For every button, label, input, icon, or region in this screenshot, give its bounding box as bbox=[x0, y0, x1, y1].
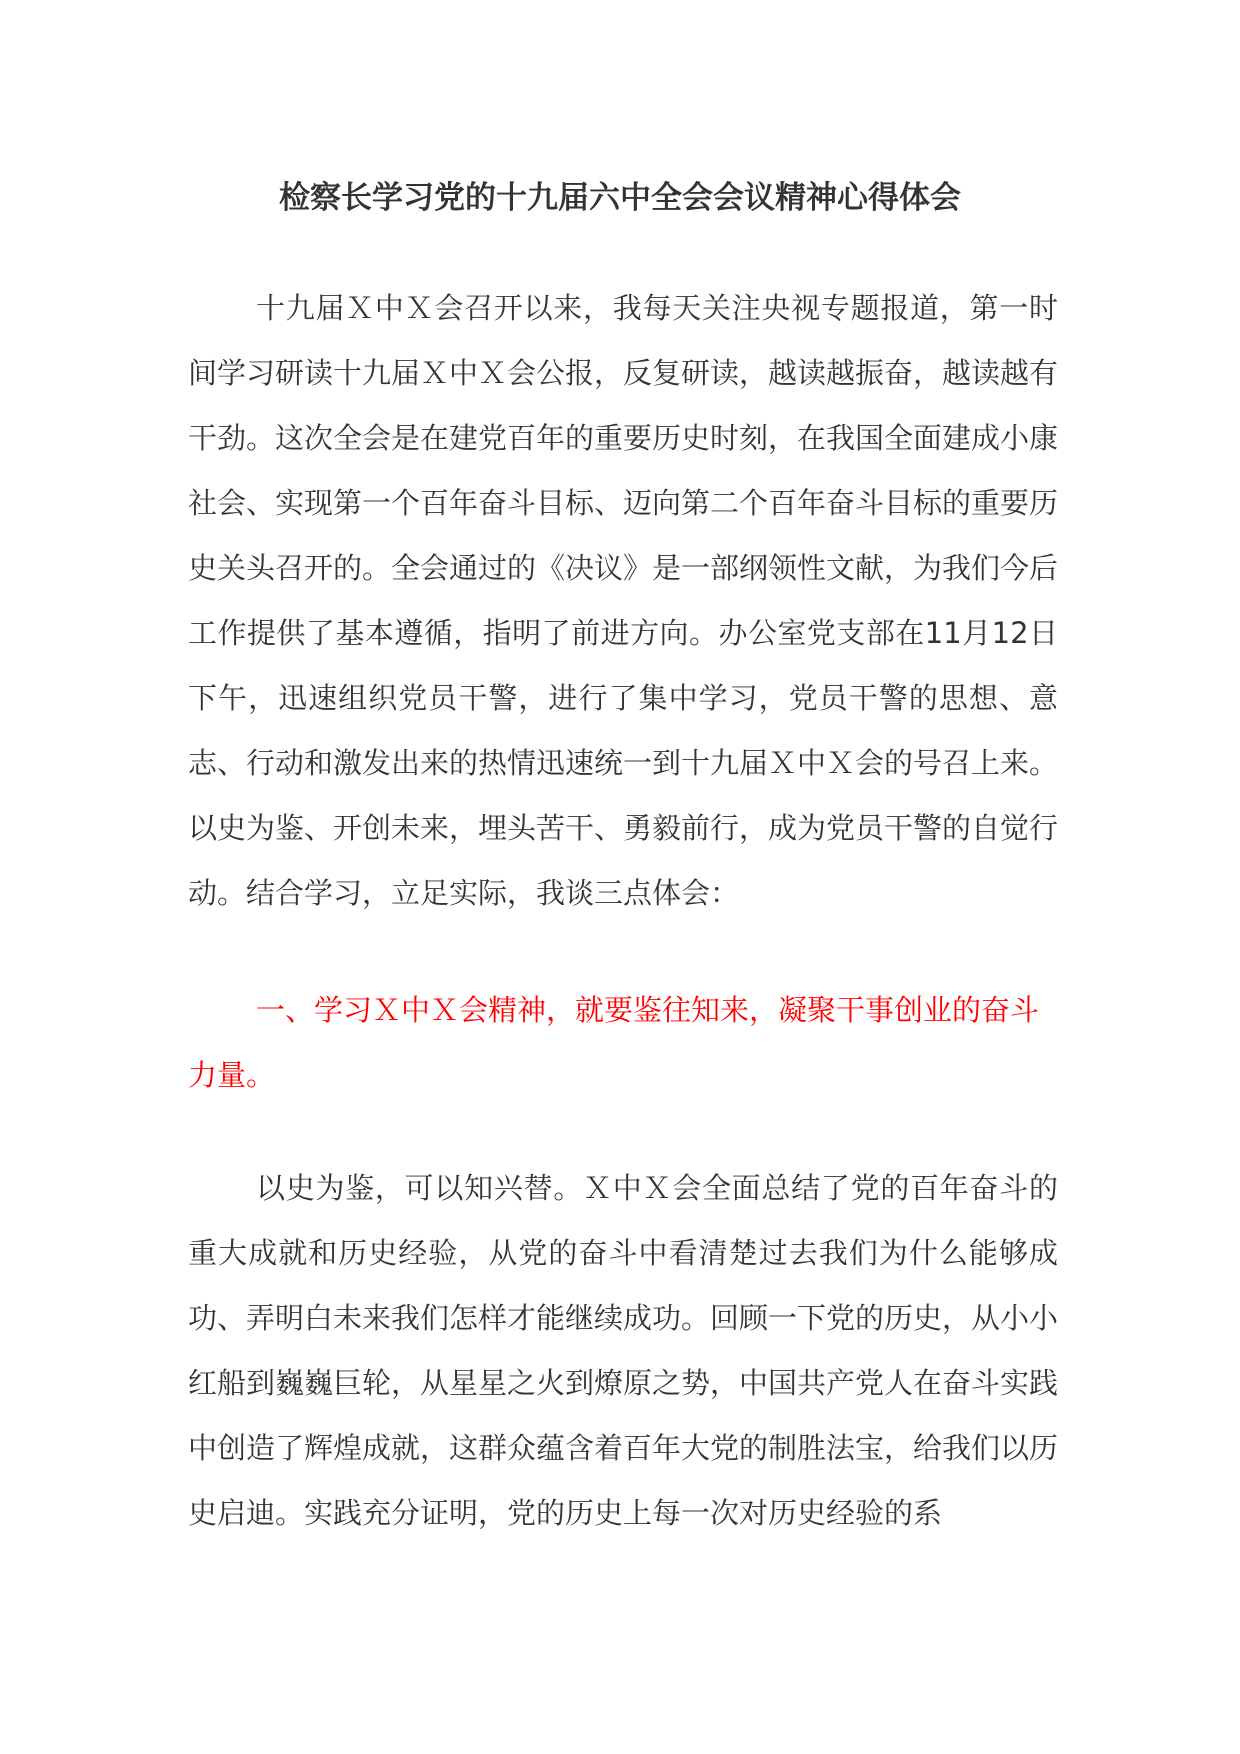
section-heading-one: 一、学习Ｘ中Ｘ会精神，就要鉴往知来，凝聚干事创业的奋斗力量。 bbox=[188, 993, 1040, 1092]
paragraph-history: 以史为鉴，可以知兴替。Ｘ中Ｘ会全面总结了党的百年奋斗的重大成就和历史经验，从党的奋斗中看清楚过去我们为什么能够成功、弄明白未来我们怎样才能继续成功。回顾一下党的历史，从小小红船到巍巍巨轮，从星星之火到燎原之势，中国共产党人在奋斗实践中创造了辉煌成就，这群众蕴含着百年大党的制胜法宝，给我们以历史启迪。实践充分证明，党的历史上每一次对历史经验的系 bbox=[188, 1171, 1059, 1530]
paragraph-intro: 十九届Ｘ中Ｘ会召开以来，我每天关注央视专题报道，第一时间学习研读十九届Ｘ中Ｘ会公报，反复研读，越读越振奋，越读越有干劲。这次全会是在建党百年的重要历史时刻，在我国全面建成小康社会、实现第一个百年奋斗目标、迈向第二个百年奋斗目标的重要历史关头召开的。全会通过的《决议》是一部纲领性文献，为我们今后工作提供了基本遵循，指明了前进方向。办公室党支部在11月12日下午，迅速组织党员干警，进行了集中学习，党员干警的思想、意志、行动和激发出来的热情迅速统一到十九届Ｘ中Ｘ会的号召上来。以史为鉴、开创未来，埋头苦干、勇毅前行，成为党员干警的自觉行动。结合学习，立足实际，我谈三点体会： bbox=[188, 291, 1059, 910]
document-title: 检察长学习党的十九届六中全会会议精神心得体会 bbox=[279, 180, 961, 216]
